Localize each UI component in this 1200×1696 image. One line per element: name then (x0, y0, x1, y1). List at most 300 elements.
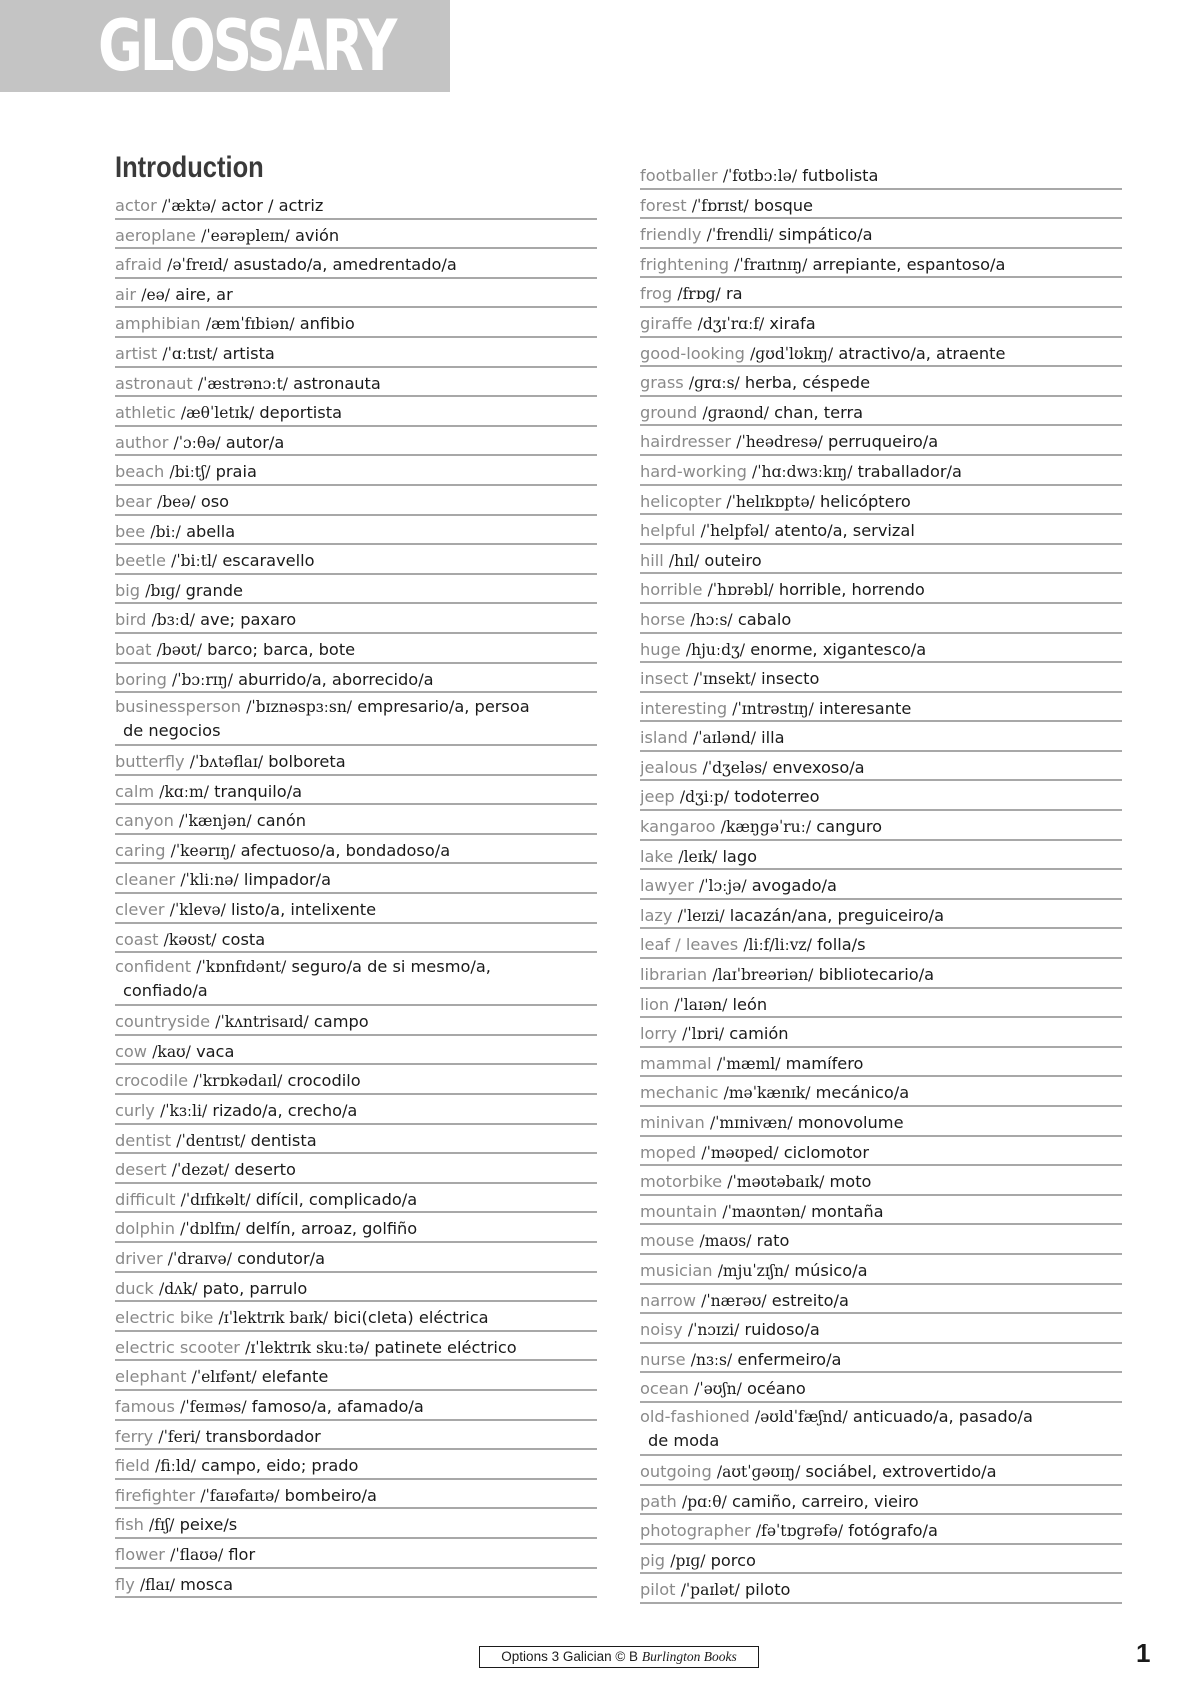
page-number: 1 (1136, 1638, 1151, 1668)
glossary-entry (640, 160, 1122, 190)
entry-word: beach (115, 462, 165, 482)
entry-pronunciation: /kaʊ/ (152, 1042, 191, 1061)
entry-translation: perruqueiro/a (828, 432, 939, 452)
entry-word: minivan (640, 1113, 705, 1132)
glossary-entry (640, 1403, 1122, 1456)
entry-translation: porco (710, 1550, 756, 1570)
entry-pronunciation: /ˈdʒeləs/ (702, 758, 768, 777)
glossary-column-left (115, 150, 597, 1598)
glossary-entry (640, 929, 1122, 959)
entry-translation-continued: confiado/a (123, 981, 208, 1001)
entry-word: bee (115, 521, 146, 541)
entry-translation: estreito/a (771, 1290, 849, 1310)
entry-pronunciation: /ˈbʌtəflaɪ/ (189, 753, 264, 772)
glossary-entry (640, 722, 1122, 752)
entry-word: horse (640, 609, 686, 629)
glossary-entry (115, 397, 597, 427)
glossary-entry (640, 1018, 1122, 1048)
entry-translation: todoterreo (734, 787, 820, 807)
glossary-entry (640, 456, 1122, 486)
entry-word: lorry (640, 1024, 678, 1044)
entry-word: amphibian (115, 314, 201, 334)
entry-word: clever (115, 900, 165, 920)
entry-pronunciation: /aʊtˈɡəʊɪŋ/ (716, 1462, 801, 1481)
entry-pronunciation: /ˈnærəʊ/ (701, 1291, 767, 1310)
entry-word: old-fashioned (640, 1406, 750, 1426)
entry-word: footballer (640, 166, 718, 185)
entry-pronunciation: /ˈeərəpleɪn/ (201, 226, 290, 245)
entry-word: huge (640, 639, 681, 659)
entry-pronunciation: /ˈfɒrɪst/ (691, 196, 749, 215)
entry-word: frightening (640, 254, 729, 274)
entry-translation: asustado/a, amedrentado/a (233, 255, 457, 275)
glossary-entry (115, 1006, 597, 1036)
entry-word: interesting (640, 698, 728, 718)
glossary-column-right (640, 160, 1122, 1604)
entry-translation: campo (313, 1012, 369, 1032)
entry-translation: grande (185, 580, 243, 600)
entry-pronunciation: /ˈdraɪvə/ (167, 1250, 232, 1268)
entry-translation: rato (756, 1231, 790, 1251)
glossary-entry (115, 486, 597, 516)
entry-translation: océano (746, 1379, 806, 1399)
glossary-entry (640, 989, 1122, 1019)
entry-pronunciation: /bɪɡ/ (145, 581, 181, 600)
entry-pronunciation: /laɪˈbreəriən/ (712, 966, 814, 985)
entry-word: boat (115, 639, 152, 659)
glossary-entry (640, 219, 1122, 249)
entry-translation: fotógrafo/a (848, 1521, 938, 1541)
glossary-entry (640, 693, 1122, 723)
entry-translation: traballador/a (857, 461, 962, 481)
entry-translation: xirafa (769, 313, 816, 333)
glossary-entry (640, 959, 1122, 989)
glossary-entry (115, 1036, 597, 1066)
entry-word: astronaut (115, 373, 193, 393)
glossary-entry (115, 545, 597, 575)
entry-word: pilot (640, 1580, 676, 1600)
entry-pronunciation: /ˈmɪnivæn/ (709, 1114, 793, 1132)
entry-translation: aire, ar (175, 284, 233, 304)
glossary-entry (640, 278, 1122, 308)
entry-pronunciation: /bəʊt/ (156, 640, 202, 659)
entry-list-right (640, 160, 1122, 1604)
entry-pronunciation: /ɪˈlektrɪk skuːtə/ (245, 1338, 370, 1357)
entry-translation: piloto (745, 1580, 791, 1600)
entry-word: nurse (640, 1349, 686, 1369)
entry-pronunciation: /ˈfaɪəfaɪtə/ (200, 1486, 280, 1505)
entry-pronunciation: /ˈæstrənɔːt/ (197, 374, 289, 393)
entry-word: famous (115, 1396, 175, 1416)
entry-translation: crocodilo (287, 1071, 361, 1091)
entry-translation: deserto (234, 1160, 296, 1180)
entry-pronunciation: /ˈlɔːjə/ (699, 877, 747, 896)
entry-word: hard-working (640, 461, 747, 481)
entry-translation: praia (215, 462, 257, 482)
entry-word: canyon (115, 811, 174, 831)
entry-pronunciation: /ˈɔːθə/ (173, 433, 221, 452)
entry-pronunciation: /æmˈfɪbiən/ (205, 315, 295, 334)
glossary-entry (640, 486, 1122, 516)
entry-word: leaf / leaves (640, 935, 739, 955)
glossary-entry (640, 604, 1122, 634)
entry-translation: moto (829, 1172, 872, 1192)
entry-pronunciation: /liːf/liːvz/ (743, 936, 812, 955)
entry-translation: campo, eido; prado (201, 1456, 359, 1476)
entry-word: electric scooter (115, 1337, 240, 1357)
entry-pronunciation: /ɡʊdˈlʊkɪŋ/ (750, 344, 834, 363)
entry-pronunciation: /fiːld/ (155, 1457, 196, 1476)
entry-word: noisy (640, 1320, 683, 1340)
entry-word: kangaroo (640, 817, 716, 837)
entry-pronunciation: /ˈkʌntrisaɪd/ (215, 1013, 309, 1032)
entry-translation: afectuoso/a, bondadoso/a (240, 840, 451, 860)
entry-pronunciation: /ˈdentɪst/ (176, 1131, 246, 1150)
entry-word: difficult (115, 1189, 176, 1209)
glossary-entry (115, 1095, 597, 1125)
entry-word: flower (115, 1544, 165, 1564)
entry-translation: horrible, horrendo (778, 580, 925, 600)
entry-translation: famoso/a, afamado/a (251, 1396, 424, 1416)
glossary-entry (115, 805, 597, 835)
entry-translation: limpador/a (243, 870, 332, 890)
entry-translation: dentista (250, 1130, 317, 1150)
entry-pronunciation: /ˈkrɒkədaɪl/ (193, 1072, 283, 1091)
entry-word: firefighter (115, 1485, 196, 1505)
entry-pronunciation: /hjuːdʒ/ (685, 640, 746, 659)
entry-word: aeroplane (115, 225, 196, 245)
glossary-entry (640, 338, 1122, 368)
entry-translation: ruidoso/a (744, 1320, 820, 1340)
entry-translation: herba, céspede (744, 373, 871, 393)
entry-translation: envexoso/a (772, 757, 865, 777)
entry-translation-continued: de moda (648, 1430, 720, 1450)
glossary-entry (640, 1486, 1122, 1516)
entry-pronunciation: /ˈkliːnə/ (180, 871, 239, 890)
glossary-entry (640, 308, 1122, 338)
entry-pronunciation: /ˈaɪlənd/ (693, 729, 756, 748)
entry-translation: flor (228, 1544, 256, 1564)
entry-word: actor (115, 196, 157, 215)
glossary-entry (115, 338, 597, 368)
glossary-entry (115, 604, 597, 634)
entry-word: lake (640, 846, 674, 866)
entry-translation: listo/a, intelixente (231, 900, 377, 920)
entry-translation: mamífero (785, 1053, 864, 1073)
glossary-entry (640, 190, 1122, 220)
entry-translation: bolboreta (268, 752, 346, 772)
glossary-entry (640, 634, 1122, 664)
entry-translation: camión (729, 1024, 789, 1044)
entry-word: helicopter (640, 491, 722, 511)
glossary-entry (640, 1048, 1122, 1078)
glossary-entry (640, 1077, 1122, 1107)
footer-brand: Burlington Books (641, 1649, 737, 1664)
glossary-entry (115, 1213, 597, 1243)
entry-word: lazy (640, 905, 673, 925)
entry-translation: futbolista (802, 166, 879, 185)
glossary-entry (115, 1450, 597, 1480)
entry-pronunciation: /ˈɪntrəstɪŋ/ (732, 699, 814, 718)
glossary-entry (640, 841, 1122, 871)
glossary-entry (115, 516, 597, 546)
entry-word: frog (640, 284, 673, 304)
glossary-entry (640, 1225, 1122, 1255)
entry-pronunciation: /mjuˈzɪʃn/ (717, 1261, 790, 1280)
entry-translation: transbordador (205, 1426, 321, 1446)
entry-word: hill (640, 550, 664, 570)
entry-translation: outeiro (704, 550, 762, 570)
entry-translation: oso (200, 491, 230, 511)
glossary-entry (115, 664, 597, 694)
entry-pronunciation: /pɑːθ/ (681, 1492, 727, 1511)
entry-translation: ra (725, 284, 743, 304)
entry-word: fly (115, 1574, 135, 1594)
entry-pronunciation: /kæŋɡəˈruː/ (720, 818, 812, 837)
entry-word: countryside (115, 1012, 211, 1032)
entry-translation: chan, terra (774, 402, 864, 422)
entry-word: lion (640, 994, 670, 1014)
entry-translation: camiño, carreiro, vieiro (731, 1491, 919, 1511)
entry-word: artist (115, 343, 158, 363)
entry-pronunciation: /ˈməʊped/ (701, 1143, 779, 1162)
entry-word: curly (115, 1101, 155, 1121)
entry-pronunciation: /dʒɪˈrɑːf/ (697, 314, 765, 333)
entry-pronunciation: /fəˈtɒɡrəfə/ (755, 1522, 844, 1541)
entry-pronunciation: /biː/ (150, 522, 181, 541)
glossary-entry (115, 835, 597, 865)
entry-pronunciation: /ˈhelɪkɒptə/ (726, 492, 815, 511)
entry-pronunciation: /ˈfrendli/ (706, 226, 774, 245)
entry-pronunciation: /bɜːd/ (151, 611, 195, 630)
glossary-entry (115, 1509, 597, 1539)
glossary-entry (640, 1314, 1122, 1344)
glossary-entry (115, 190, 597, 220)
entry-translation: abella (186, 521, 236, 541)
entry-translation: enorme, xigantesco/a (750, 639, 927, 659)
entry-translation: montaña (811, 1201, 884, 1221)
entry-pronunciation: /kəʊst/ (163, 930, 217, 949)
entry-word: narrow (640, 1290, 696, 1310)
entry-word: musician (640, 1260, 713, 1280)
entry-word: helpful (640, 521, 696, 541)
glossary-entry (115, 634, 597, 664)
entry-pronunciation: /hɪl/ (668, 551, 700, 570)
entry-pronunciation: /ˈmaʊntən/ (722, 1202, 806, 1221)
entry-pronunciation: /ˈfeɪməs/ (180, 1397, 247, 1416)
entry-word: electric bike (115, 1308, 214, 1328)
entry-translation: lacazán/ana, preguiceiro/a (729, 905, 944, 925)
entry-pronunciation: /leɪk/ (678, 847, 718, 866)
entry-translation: avogado/a (751, 876, 837, 896)
glossary-entry (115, 776, 597, 806)
entry-pronunciation: /kɑːm/ (159, 782, 209, 801)
glossary-entry (640, 781, 1122, 811)
entry-pronunciation: /ˈbɪznəspɜːsn/ (246, 698, 353, 717)
entry-word: mouse (640, 1231, 695, 1251)
glossary-entry (115, 456, 597, 486)
entry-word: desert (115, 1160, 167, 1180)
entry-pronunciation: /ˈhɒrəbl/ (707, 581, 774, 600)
entry-word: cow (115, 1041, 148, 1061)
glossary-entry (115, 1539, 597, 1569)
entry-pronunciation: /ˈlɒri/ (682, 1025, 725, 1044)
entry-word: businessperson (115, 697, 242, 717)
entry-pronunciation: /ˈbiːtl/ (171, 552, 218, 571)
entry-word: island (640, 728, 688, 748)
entry-word: dolphin (115, 1219, 175, 1239)
entry-word: beetle (115, 551, 166, 571)
glossary-entry (115, 279, 597, 309)
entry-translation: difícil, complicado/a (255, 1189, 418, 1209)
entry-word: librarian (640, 965, 708, 985)
entry-translation: anticuado/a, pasado/a (852, 1406, 1033, 1426)
entry-translation: artista (222, 343, 275, 363)
entry-translation: mecánico/a (815, 1083, 910, 1103)
entry-translation: vaca (196, 1041, 235, 1061)
entry-pronunciation: /ˈdɒlfɪn/ (180, 1220, 241, 1239)
entry-word: author (115, 432, 169, 452)
entry-word: forest (640, 195, 687, 215)
entry-pronunciation: /ˈelɪfənt/ (191, 1368, 257, 1387)
entry-translation: illa (761, 728, 785, 748)
glossary-entry (640, 397, 1122, 427)
entry-word: ground (640, 402, 698, 422)
entry-translation: interesante (819, 698, 912, 718)
entry-word: air (115, 284, 137, 304)
entry-translation: mosca (180, 1574, 234, 1594)
entry-translation: anfibio (299, 314, 355, 334)
entry-translation: astronauta (293, 373, 381, 393)
entry-translation: empresario/a, persoa (357, 697, 530, 717)
entry-word: mechanic (640, 1083, 719, 1103)
entry-translation: helicóptero (820, 491, 911, 511)
entry-translation: enfermeiro/a (737, 1349, 842, 1369)
glossary-entry (640, 663, 1122, 693)
entry-translation: simpático/a (778, 225, 873, 245)
entry-translation: monovolume (797, 1113, 904, 1132)
glossary-entry (640, 870, 1122, 900)
entry-translation: barco; barca, bote (207, 639, 356, 659)
entry-translation: arrepiante, espantoso/a (812, 254, 1006, 274)
entry-word: coast (115, 929, 159, 949)
entry-pronunciation: /əʊldˈfæʃnd/ (754, 1407, 848, 1426)
glossary-entry (115, 1184, 597, 1214)
entry-translation: león (732, 994, 768, 1014)
entry-word: duck (115, 1278, 154, 1298)
glossary-entry (640, 1515, 1122, 1545)
entry-translation: seguro/a de si mesmo/a, (291, 957, 491, 977)
entry-word: bird (115, 610, 147, 630)
glossary-entry (640, 1344, 1122, 1374)
glossary-entry (640, 515, 1122, 545)
entry-pronunciation: /dʒiːp/ (679, 788, 730, 807)
entry-pronunciation: /biːtʃ/ (169, 463, 211, 482)
glossary-entry (115, 308, 597, 338)
entry-translation: cabalo (737, 609, 792, 629)
entry-word: outgoing (640, 1461, 712, 1481)
entry-translation: bici(cleta) eléctrica (333, 1308, 489, 1328)
entry-pronunciation: /dʌk/ (158, 1279, 198, 1298)
glossary-entry (640, 1285, 1122, 1315)
entry-word: athletic (115, 403, 176, 423)
entry-pronunciation: /ˈɑːtɪst/ (162, 344, 218, 363)
entry-word: cleaner (115, 870, 176, 890)
entry-word: ferry (115, 1426, 154, 1446)
entry-list-left (115, 190, 597, 1598)
entry-pronunciation: /ˈkɜːli/ (160, 1102, 208, 1121)
entry-pronunciation: /ˈməʊtəbaɪk/ (727, 1173, 825, 1192)
glossary-entry (115, 1391, 597, 1421)
entry-pronunciation: /beə/ (156, 492, 196, 511)
entry-pronunciation: /ˈdɪfɪkəlt/ (180, 1190, 251, 1209)
entry-word: field (115, 1456, 150, 1476)
entry-word: hairdresser (640, 432, 732, 452)
entry-word: friendly (640, 225, 702, 245)
entry-word: ocean (640, 1379, 689, 1399)
entry-translation: costa (221, 929, 266, 949)
entry-pronunciation: /eə/ (141, 285, 171, 304)
entry-translation: folla/s (817, 935, 866, 955)
glossary-entry (115, 575, 597, 605)
entry-pronunciation: /ˈəʊʃn/ (694, 1380, 742, 1399)
glossary-entry (115, 924, 597, 954)
entry-word: butterfly (115, 752, 185, 772)
entry-translation: patinete eléctrico (374, 1337, 517, 1357)
entry-pronunciation: /ɡrɑːs/ (688, 374, 740, 393)
entry-pronunciation: /əˈfreɪd/ (167, 256, 229, 275)
entry-pronunciation: /pɪɡ/ (670, 1551, 706, 1570)
glossary-entry (115, 1125, 597, 1155)
entry-word: jealous (640, 757, 698, 777)
entry-word: good-looking (640, 343, 745, 363)
entry-translation: pato, parrulo (202, 1278, 308, 1298)
entry-translation: ave; paxaro (200, 610, 297, 630)
glossary-entry (115, 1065, 597, 1095)
glossary-entry (115, 368, 597, 398)
glossary-entry (640, 1166, 1122, 1196)
entry-translation: canón (256, 811, 307, 831)
entry-word: path (640, 1491, 677, 1511)
glossary-entry (640, 367, 1122, 397)
glossary-entry (115, 1154, 597, 1184)
glossary-title: GLOSSARY (98, 5, 395, 87)
entry-pronunciation: /nɜːs/ (690, 1350, 733, 1369)
entry-word: horrible (640, 580, 703, 600)
entry-pronunciation: /ˈflaʊə/ (170, 1545, 224, 1564)
entry-pronunciation: /ˈferi/ (158, 1427, 201, 1446)
entry-word: lawyer (640, 876, 694, 896)
entry-word: dentist (115, 1130, 172, 1150)
glossary-entry (640, 426, 1122, 456)
entry-pronunciation: /ˈdezət/ (171, 1161, 230, 1180)
entry-pronunciation: /ˈhɑːdwɜːkɪŋ/ (752, 462, 853, 481)
glossary-entry (640, 752, 1122, 782)
entry-word: pig (640, 1550, 666, 1570)
entry-translation: escaravello (222, 551, 315, 571)
entry-word: giraffe (640, 313, 693, 333)
entry-word: elephant (115, 1367, 187, 1387)
glossary-entry (115, 1243, 597, 1273)
glossary-entry (115, 1332, 597, 1362)
entry-translation: atractivo/a, atraente (838, 343, 1006, 363)
footer-credit (479, 1646, 759, 1668)
entry-translation: rizado/a, crecho/a (212, 1101, 358, 1121)
glossary-entry (115, 1569, 597, 1599)
entry-pronunciation: /ˈklevə/ (169, 901, 226, 920)
entry-pronunciation: /ˈkeərɪŋ/ (170, 841, 236, 860)
entry-word: mountain (640, 1201, 718, 1221)
